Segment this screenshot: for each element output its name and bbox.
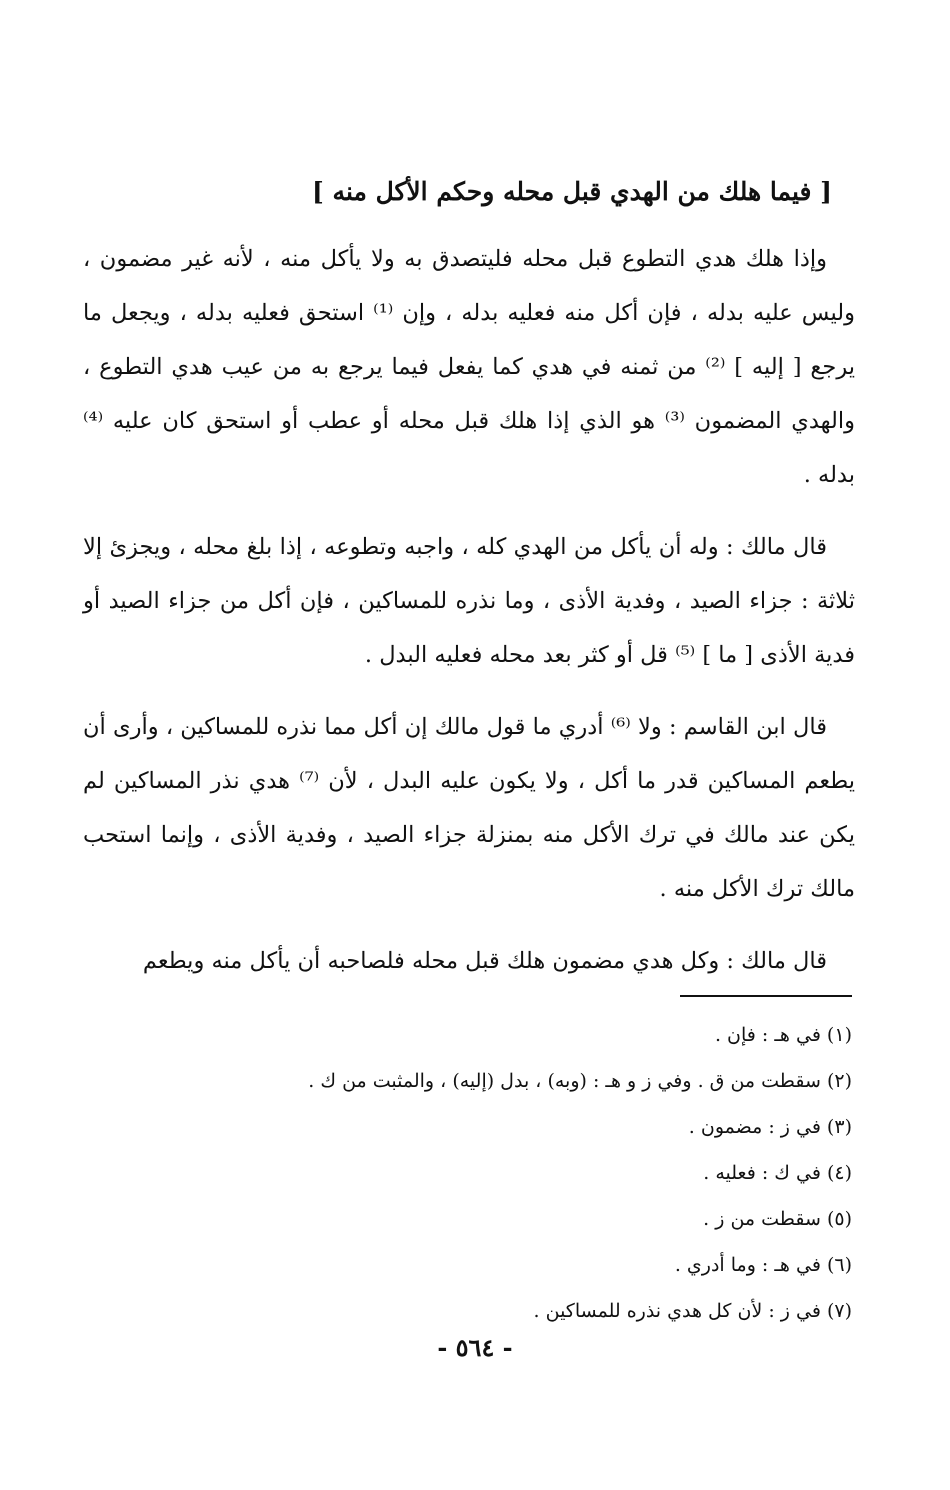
paragraph-2: قال مالك : وله أن يأكل من الهدي كله ، واجبه وتطوعه ، إذا بلغ محله ، ويجزئ إلا ثلاثة : جزاء الصيد ، وفدية الأذى ، وما نذره للمساكين ، فإن أكل من جزاء الصيد أو فدية الأذى [ ما ] ⁽⁵⁾ قل أو كثر بعد محله فعليه البدل . bbox=[83, 534, 855, 668]
footnote-3: (٣) في ز : مضمون . bbox=[688, 1116, 852, 1138]
page-number: - ٥٦٤ - bbox=[437, 1333, 513, 1362]
footnote-6: (٦) في هـ : وما أدري . bbox=[674, 1254, 852, 1276]
footnote-divider bbox=[680, 995, 852, 997]
paragraph-4: قال مالك : وكل هدي مضمون هلك قبل محله فلصاحبه أن يأكل منه ويطعم bbox=[142, 948, 827, 974]
footnote-7: (٧) في ز : لأن كل هدي نذره للمساكين . bbox=[533, 1300, 852, 1322]
footnote-5: (٥) سقطت من ز . bbox=[703, 1208, 852, 1230]
section-heading: [ فيما هلك من الهدي قبل محله وحكم الأكل منه ] bbox=[312, 177, 832, 206]
paragraph-1: وإذا هلك هدي التطوع قبل محله فليتصدق به ولا يأكل منه ، لأنه غير مضمون ، وليس عليه بدله ، فإن أكل منه فعليه بدله ، وإن ⁽¹⁾ استحق فعليه بدله ، ويجعل ما يرجع [ إليه ] ⁽²⁾ من ثمنه في هدي كما يفعل فيما يرجع به من عيب هدي التطوع ، والهدي المضمون ⁽³⁾ هو الذي إذا هلك قبل محله أو عطب أو استحق كان عليه ⁽⁴⁾ بدله . bbox=[83, 246, 855, 488]
footnote-4: (٤) في ك : فعليه . bbox=[703, 1162, 852, 1184]
footnotes-list bbox=[92, 1012, 852, 1334]
footnote-2: (٢) سقطت من ق . وفي ز و هـ : (وبه) ، بدل (إليه) ، والمثبت من ك . bbox=[308, 1070, 852, 1092]
paragraph-3: قال ابن القاسم : ولا ⁽⁶⁾ أدري ما قول مالك إن أكل مما نذره للمساكين ، وأرى أن يطعم المساكين قدر ما أكل ، ولا يكون عليه البدل ، لأن ⁽⁷⁾ هدي نذر المساكين لم يكن عند مالك في ترك الأكل منه بمنزلة جزاء الصيد ، وفدية الأذى ، وإنما استحب مالك ترك الأكل منه . bbox=[83, 714, 855, 902]
footnote-1: (١) في هـ : فإن . bbox=[714, 1024, 852, 1046]
main-text bbox=[83, 232, 855, 1006]
